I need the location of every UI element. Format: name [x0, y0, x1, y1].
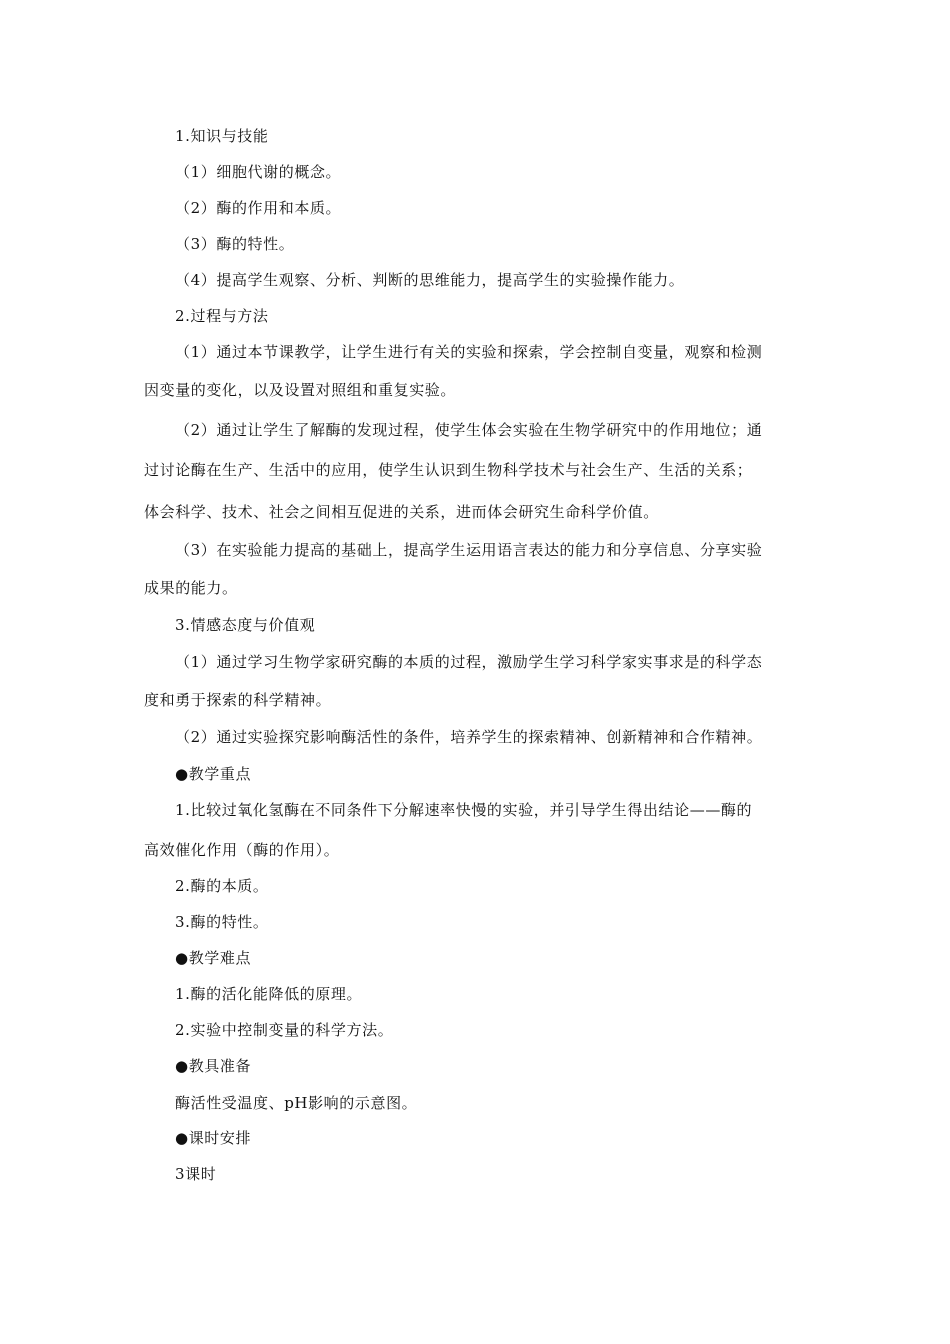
heading-teaching-aids: ●教具准备	[175, 1057, 252, 1075]
heading-schedule: ●课时安排	[175, 1129, 252, 1147]
paragraph-line: （1）通过学习生物学家研究酶的本质的过程，激励学生学习科学家实事求是的科学态	[175, 653, 763, 671]
heading-knowledge-skills: 1.知识与技能	[175, 127, 269, 145]
paragraph-line: （3）在实验能力提高的基础上，提高学生运用语言表达的能力和分享信息、分享实验	[175, 541, 763, 559]
paragraph-line: 3课时	[175, 1165, 217, 1183]
list-item: 3.酶的特性。	[175, 913, 269, 931]
heading-process-methods: 2.过程与方法	[175, 307, 269, 325]
paragraph-line: 1.比较过氧化氢酶在不同条件下分解速率快慢的实验，并引导学生得出结论——酶的	[175, 801, 753, 819]
list-item: （3）酶的特性。	[175, 235, 295, 253]
heading-teaching-focus: ●教学重点	[175, 765, 252, 783]
heading-attitude-values: 3.情感态度与价值观	[175, 616, 316, 634]
paragraph-line: 因变量的变化，以及设置对照组和重复实验。	[144, 381, 457, 399]
paragraph-line: （1）通过本节课教学，让学生进行有关的实验和探索，学会控制自变量，观察和检测	[175, 343, 763, 361]
list-item: 2.酶的本质。	[175, 877, 269, 895]
list-item: （4）提高学生观察、分析、判断的思维能力，提高学生的实验操作能力。	[175, 271, 685, 289]
paragraph-line: 成果的能力。	[144, 579, 238, 597]
paragraph-line: 度和勇于探索的科学精神。	[144, 691, 332, 709]
list-item: （1）细胞代谢的概念。	[175, 163, 342, 181]
paragraph-line: 高效催化作用（酶的作用）。	[144, 841, 340, 859]
paragraph-line: （2）通过实验探究影响酶活性的条件，培养学生的探索精神、创新精神和合作精神。	[175, 728, 763, 746]
list-item: 2.实验中控制变量的科学方法。	[175, 1021, 394, 1039]
list-item: 1.酶的活化能降低的原理。	[175, 985, 363, 1003]
heading-teaching-difficulty: ●教学难点	[175, 949, 252, 967]
list-item: （2）酶的作用和本质。	[175, 199, 342, 217]
paragraph-line: （2）通过让学生了解酶的发现过程，使学生体会实验在生物学研究中的作用地位；通	[175, 421, 763, 439]
paragraph-line: 过讨论酶在生产、生活中的应用，使学生认识到生物科学技术与社会生产、生活的关系；	[144, 461, 753, 479]
paragraph-line: 酶活性受温度、pH影响的示意图。	[175, 1094, 418, 1112]
paragraph-line: 体会科学、技术、社会之间相互促进的关系，进而体会研究生命科学价值。	[144, 503, 659, 521]
